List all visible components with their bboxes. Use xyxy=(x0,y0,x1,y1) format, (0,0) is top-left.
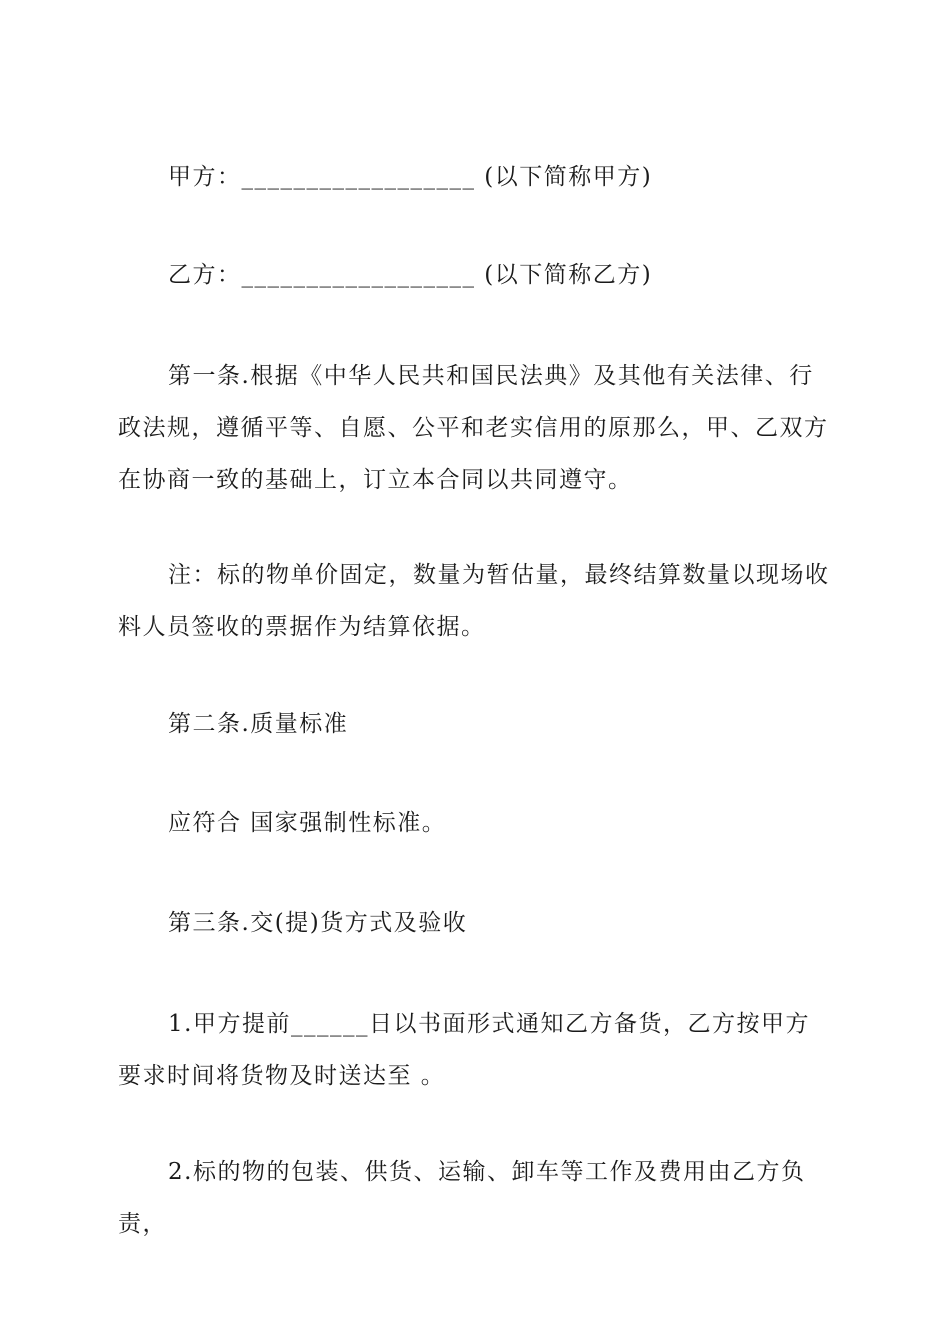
article-1-paragraph: 第一条.根据《中华人民共和国民法典》及其他有关法律、行政法规，遵循平等、自愿、公平和老实信用的原那么，甲、乙双方在协商一致的基础上，订立本合同以共同遵守。 xyxy=(118,363,829,493)
article-3-item-2: 2.标的物的包装、供货、运输、卸车等工作及费用由乙方负责， xyxy=(118,1159,806,1237)
article-3-heading: 第三条.交(提)货方式及验收 xyxy=(168,910,468,936)
article-3-item-1: 1.甲方提前______日以书面形式通知乙方备货，乙方按甲方要求时间将货物及时送达至 。 xyxy=(118,1011,810,1089)
article-2-heading: 第二条.质量标准 xyxy=(168,711,349,737)
article-2-body: 应符合 国家强制性标准。 xyxy=(168,810,447,836)
party-b-line: 乙方：__________________ (以下简称乙方) xyxy=(168,262,653,288)
party-a-line: 甲方：__________________ (以下简称甲方) xyxy=(168,164,653,190)
note-paragraph: 注：标的物单价固定，数量为暂估量，最终结算数量以现场收料人员签收的票据作为结算依据。 xyxy=(118,562,830,640)
